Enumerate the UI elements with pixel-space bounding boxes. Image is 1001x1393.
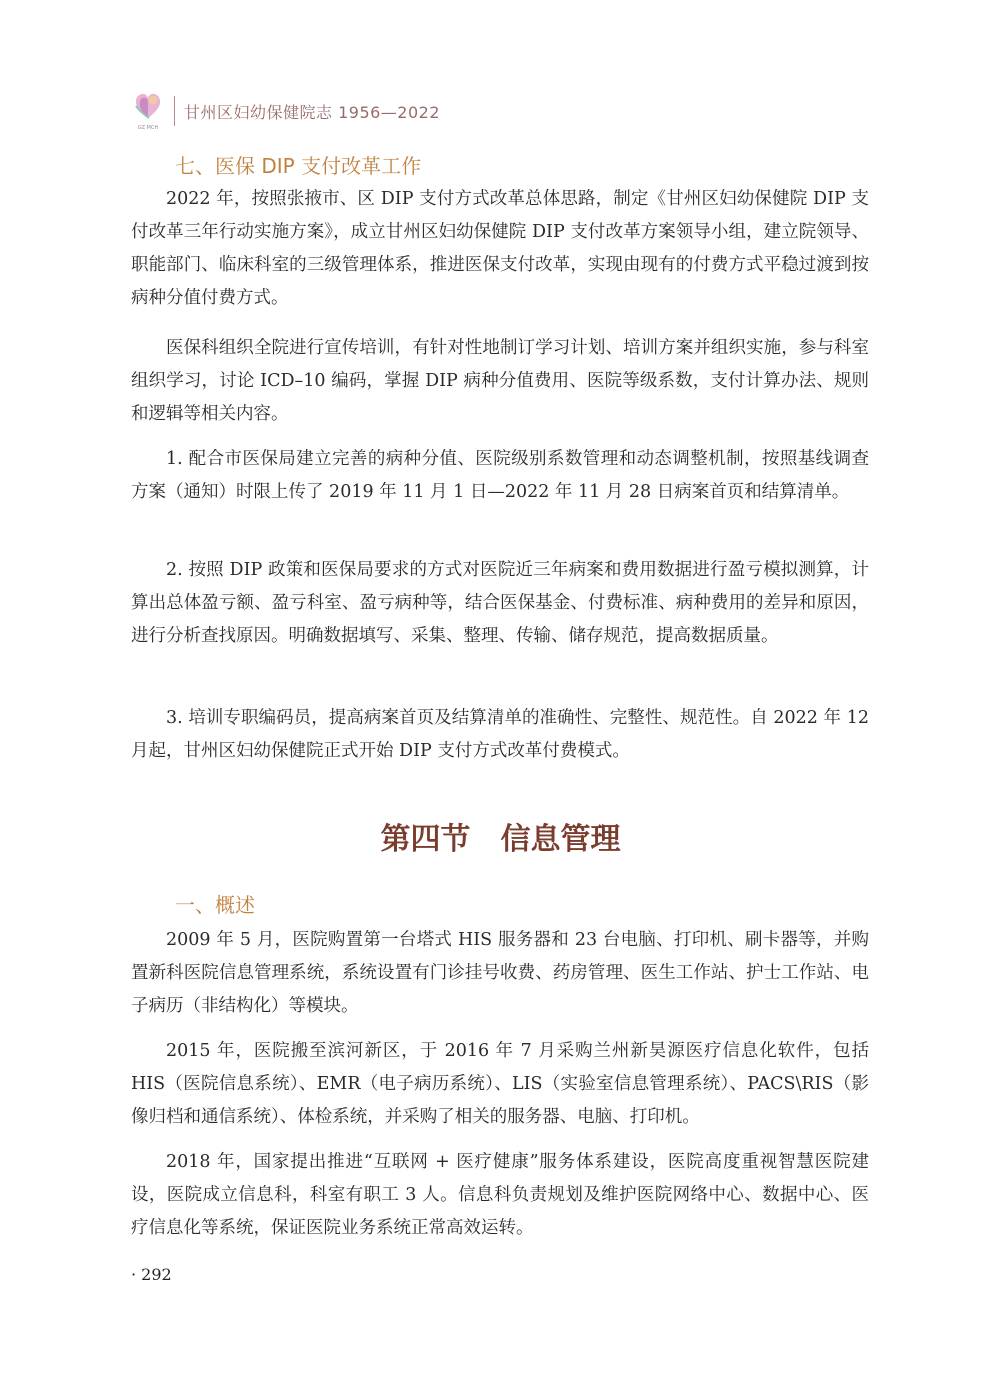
paragraph: 2009 年 5 月，医院购置第一台塔式 HIS 服务器和 23 台电脑、打印机、刷卡器等，并购置新科医院信息管理系统，系统设置有门诊挂号收费、药房管理、医生工作站、护士工作站、电子病历（非结构化）等模块。 xyxy=(131,930,869,1016)
paragraph: 2015 年，医院搬至滨河新区，于 2016 年 7 月采购兰州新昊源医疗信息化软件，包括 HIS（医院信息系统）、EMR（电子病历系统）、LIS（实验室信息管理系统）、PACS\RIS（影像归档和通信系统）、体检系统，并采购了相关的服务器、电脑、打印机。 xyxy=(131,1041,869,1127)
logo-text: GZ·MCH xyxy=(137,125,159,131)
paragraph: 1. 配合市医保局建立完善的病种分值、医院级别系数管理和动态调整机制，按照基线调查方案（通知）时限上传了 2019 年 11 月 1 日—2022 年 11 月 28 日病案首页和结算清单。 xyxy=(131,449,869,502)
chapter-title: 第四节 信息管理 xyxy=(380,822,621,857)
header-title: 甘州区妇幼保健院志 1956—2022 xyxy=(184,103,441,122)
paragraph: 医保科组织全院进行宣传培训，有针对性地制订学习计划、培训方案并组织实施，参与科室组织学习，讨论 ICD–10 编码，掌握 DIP 病种分值费用、医院等级系数，支付计算办法、规则和逻辑等相关内容。 xyxy=(131,338,869,424)
paragraph: 3. 培训专职编码员，提高病案首页及结算清单的准确性、完整性、规范性。自 2022 年 12 月起，甘州区妇幼保健院正式开始 DIP 支付方式改革付费模式。 xyxy=(131,708,869,761)
paragraph: 2. 按照 DIP 政策和医保局要求的方式对医院近三年病案和费用数据进行盈亏模拟测算，计算出总体盈亏额、盈亏科室、盈亏病种等，结合医保基金、付费标准、病种费用的差异和原因，进行分析查找原因。明确数据填写、采集、整理、传输、储存规范，提高数据质量。 xyxy=(131,560,869,646)
page-header xyxy=(131,88,531,132)
section-heading-dip: 七、医保 DIP 支付改革工作 xyxy=(175,154,422,178)
hospital-logo-icon xyxy=(131,88,165,132)
section-heading-overview: 一、概述 xyxy=(175,893,255,917)
header-divider xyxy=(174,96,175,126)
paragraph: 2022 年，按照张掖市、区 DIP 支付方式改革总体思路，制定《甘州区妇幼保健院 DIP 支付改革三年行动实施方案》，成立甘州区妇幼保健院 DIP 支付改革方案领导小组，建立院领导、职能部门、临床科室的三级管理体系，推进医保支付改革，实现由现有的付费方式平稳过渡到按病种分值付费方式。 xyxy=(131,189,869,308)
page-number: · 292 xyxy=(131,1265,172,1284)
paragraph: 2018 年，国家提出推进“互联网 + 医疗健康”服务体系建设，医院高度重视智慧医院建设，医院成立信息科，科室有职工 3 人。信息科负责规划及维护医院网络中心、数据中心、医疗信息化等系统，保证医院业务系统正常高效运转。 xyxy=(131,1152,869,1238)
